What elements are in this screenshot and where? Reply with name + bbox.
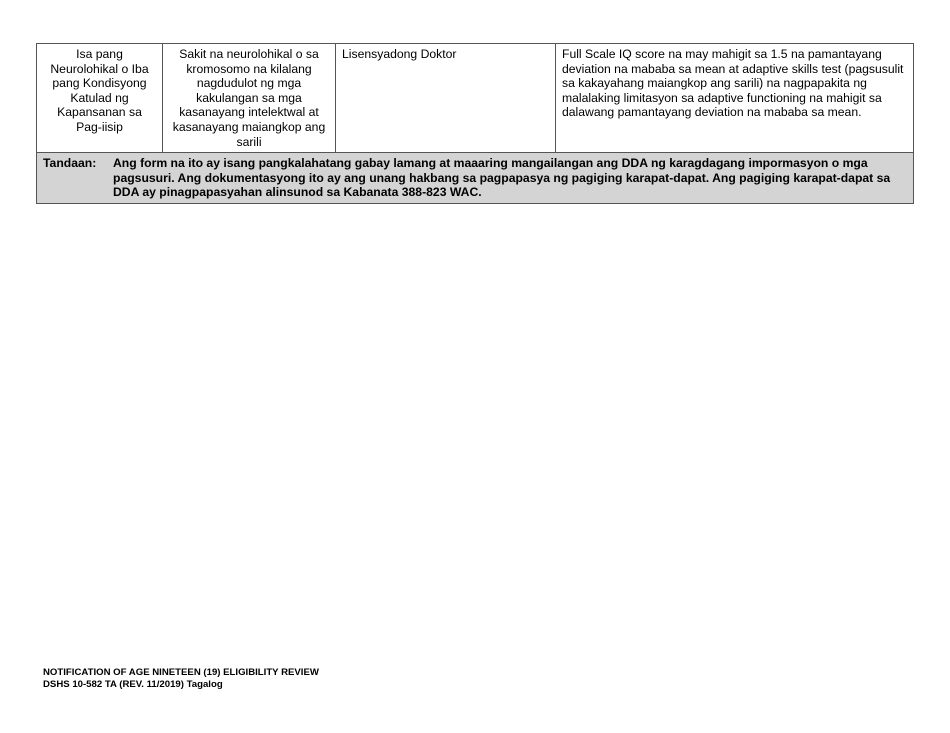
note-text: Ang form na ito ay isang pangkalahatang gabay lamang at maaaring mangailangan ang DDA ng karagdagang impormasyon o mga pagsusuri. Ang dokumentasyong ito ay ang unang hakbang sa pagpapasya ng pagiging karapat-dapat. Ang pagiging karapat-dapat sa DDA ay pinagpapasyahan alinsunod sa Kabanata 388-823 WAC.: [113, 156, 891, 200]
note-cell: [37, 153, 914, 204]
form-title: NOTIFICATION OF AGE NINETEEN (19) ELIGIBILITY REVIEW: [43, 667, 319, 678]
page-footer: [43, 667, 319, 690]
definition-cell: Sakit na neurolohikal o sa kromosomo na kilalang nagdudulot ng mga kakulangan sa mga kasanayang intelektwal at kasanayang maiangkop ang sarili: [163, 44, 336, 153]
eligibility-criteria-table: [36, 43, 914, 204]
note-label: Tandaan:: [43, 156, 97, 171]
form-number: DSHS 10-582 TA (REV. 11/2019) Tagalog: [43, 678, 223, 690]
table-row: [37, 44, 914, 153]
professional-cell: Lisensyadong Doktor: [336, 44, 556, 153]
condition-cell: Isa pang Neurolohikal o Iba pang Kondisyong Katulad ng Kapansanan sa Pag-iisip: [37, 44, 163, 153]
note-row: [37, 153, 914, 204]
criteria-cell: Full Scale IQ score na may mahigit sa 1.5 na pamantayang deviation na mababa sa mean at adaptive skills test (pagsusulit sa kakayahang maiangkop ang sarili) na nagpapakita ng malalaking limitasyon sa adaptive functioning na mahigit sa dalawang pamantayang deviation na mababa sa mean.: [556, 44, 914, 153]
